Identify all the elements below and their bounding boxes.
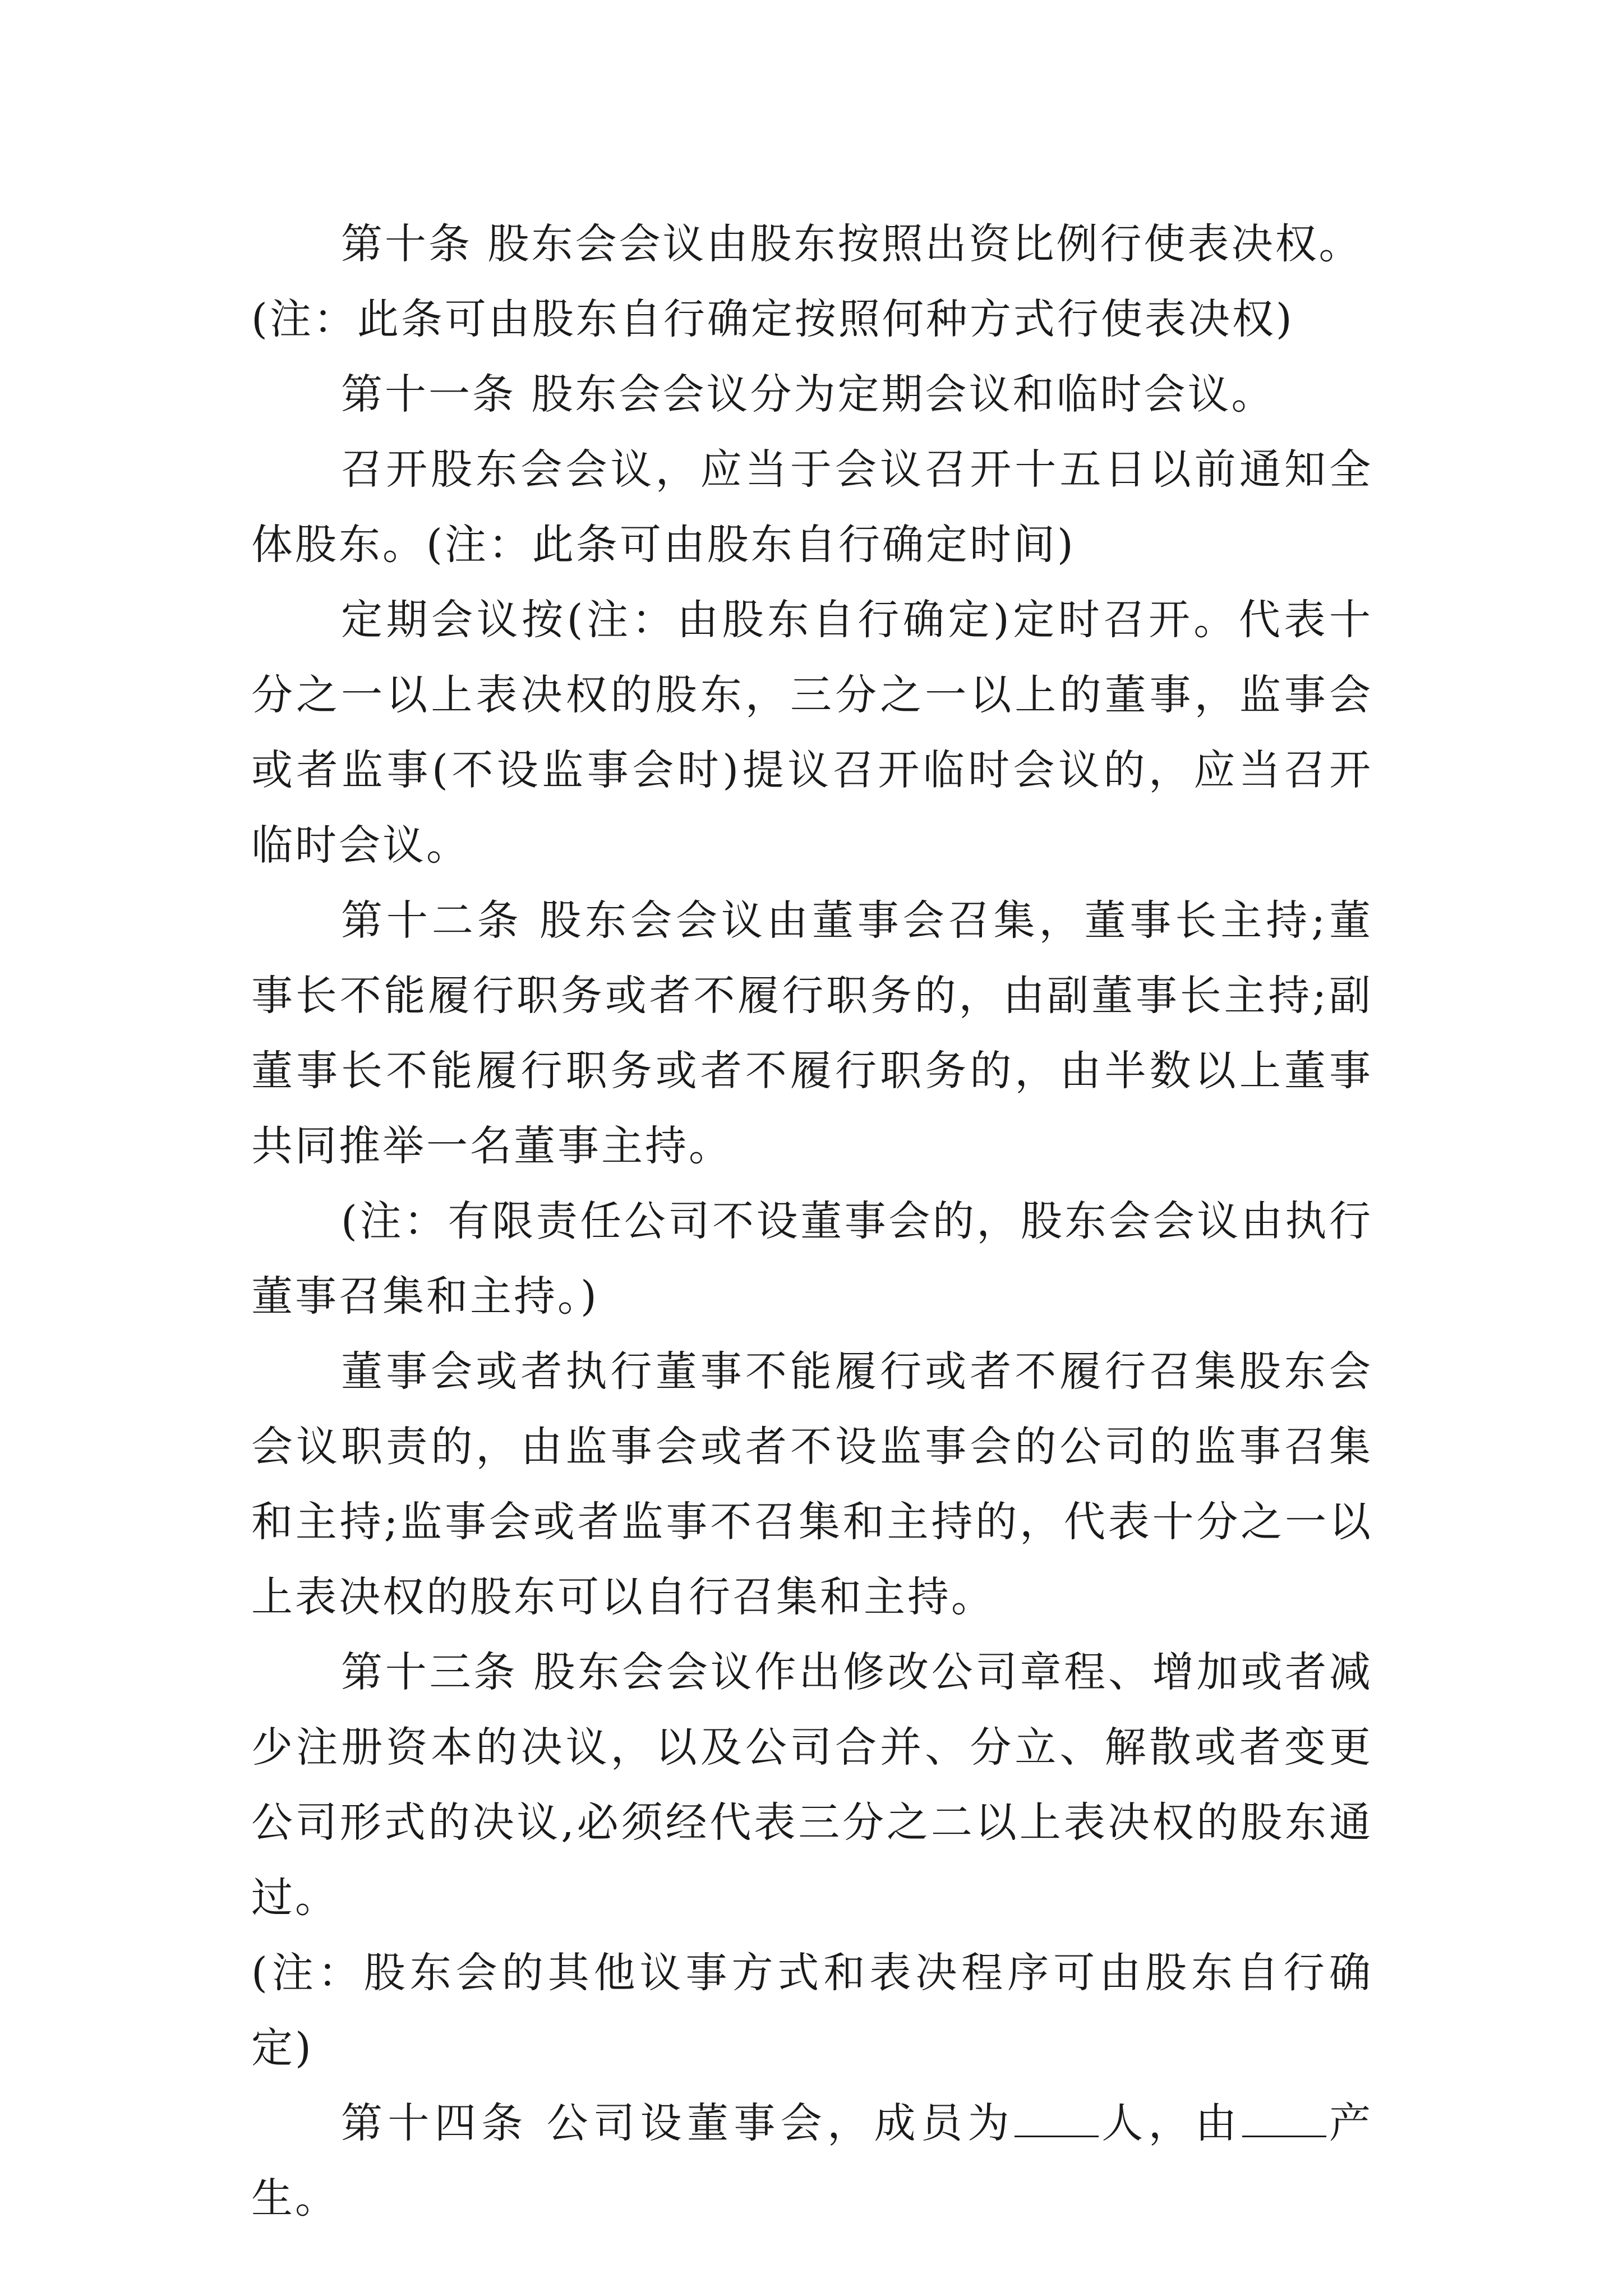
member-count-blank <box>1015 2102 1099 2137</box>
paragraph-convening-duty: 董事会或者执行董事不能履行或者不履行召集股东会会议职责的，由监事会或者不设监事会的公司的监事召集和主持;监事会或者监事不召集和主持的，代表十分之一以上表决权的股东可以自行召集和主持。 <box>251 1347 1373 1621</box>
paragraph-regular-meetings: 定期会议按(注：由股东自行确定)定时召开。代表十分之一以上表决权的股东，三分之一以上的董事，监事会或者监事(不设监事会时)提议召开临时会议的，应当召开临时会议。 <box>251 596 1373 869</box>
article-14-text-part3: 产生。 <box>251 2099 1373 2223</box>
paragraph-note-voting: (注：此条可由股东自行确定按照何种方式行使表决权) <box>251 295 1294 343</box>
paragraph-article-13: 第十三条 股东会会议作出修改公司章程、增加或者减少注册资本的决议，以及公司合并、分立、解散或者变更公司形式的决议,必须经代表三分之二以上表决权的股东通过。 <box>251 1648 1373 1922</box>
election-method-blank <box>1242 2102 1326 2137</box>
paragraph-article-12: 第十二条 股东会会议由董事会召集，董事长主持;董事长不能履行职务或者不履行职务的，由副董事长主持;副董事长不能履行职务或者不履行职务的，由半数以上董事共同推举一名董事主持。 <box>251 896 1373 1170</box>
document-body <box>251 206 1373 2236</box>
article-14-text-part1: 第十四条 公司设董事会，成员为 <box>341 2099 1015 2147</box>
paragraph-article-11: 第十一条 股东会会议分为定期会议和临时会议。 <box>341 370 1275 418</box>
article-14-text-part2: 人，由 <box>1098 2099 1242 2147</box>
paragraph-note-executive-director: (注：有限责任公司不设董事会的，股东会会议由执行董事召集和主持。) <box>251 1197 1373 1320</box>
paragraph-note-procedures: (注：股东会的其他议事方式和表决程序可由股东自行确定) <box>251 1949 1373 2072</box>
paragraph-article-10: 第十条 股东会会议由股东按照出资比例行使表决权。 <box>341 220 1363 268</box>
paragraph-meeting-notice: 召开股东会会议，应当于会议召开十五日以前通知全体股东。(注：此条可由股东自行确定时间) <box>251 445 1373 569</box>
paragraph-article-14 <box>251 2086 1373 2236</box>
